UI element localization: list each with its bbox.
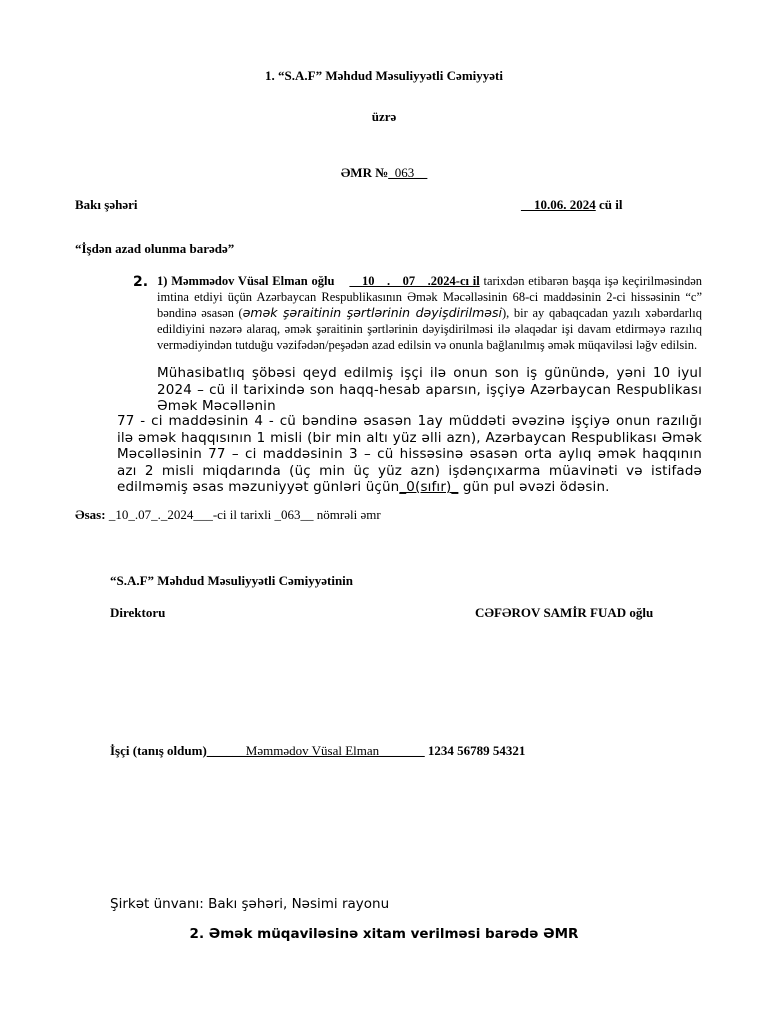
item-italic-text: əmək şəraitinin şərtlərinin dəyişdirilməsi	[242, 305, 502, 320]
compensation-end: gün pul əvəzi ödəsin.	[462, 479, 610, 495]
subject-line: “İşdən azad olunma barədə”	[75, 241, 235, 256]
employee-id-number: 1234 56789 54321	[424, 743, 526, 758]
order-number-line	[0, 165, 768, 181]
unused-days-value: _0(sıfır)_	[399, 479, 459, 495]
basis-value: _10_.07_._2024___-ci il tarixli _063__ nömrəli əmr	[105, 507, 381, 522]
employee-ack-line	[110, 743, 525, 759]
item-paragraph	[157, 273, 702, 353]
release-date-bold: __10__.__07__.2024-cı il	[349, 274, 480, 288]
company-title: 1. “S.A.F” Məhdud Məsuliyyətli Cəmiyyəti	[265, 68, 503, 83]
employee-ack-name: ______Məmmədov Vüsal Elman_______	[206, 743, 425, 758]
order-prefix: ƏMR №	[340, 165, 389, 180]
company-address: Şirkət ünvanı: Bakı şəhəri, Nəsimi rayonu	[110, 896, 390, 912]
signature-role: Direktoru	[110, 605, 166, 620]
director-name-main: CƏFƏROV SAMİR FUAD	[475, 605, 627, 620]
order-date-suffix: cü il	[595, 197, 623, 212]
director-name	[475, 605, 653, 621]
basis-label: Əsas:	[75, 507, 106, 522]
item-text-2: ), bir ay qabaqcadan yazılı xəbərdarlıq edildiyini nəzərə alaraq, əmək şəraitinin şərtlərinin dəyişdirilməsi ilə əlaqədar işi davam etdirməyə razılıq vermədiyindən tutduğu vəzifədən/peşədən azad edilsin və onunla bağlanılmış əmək müqaviləsi ləğv edilsin.	[157, 306, 702, 352]
item-marker: 2.	[133, 274, 149, 290]
accounting-paragraph: Mühasibatlıq şöbəsi qeyd edilmiş işçi ilə onun son iş günündə, yəni 10 iyul 2024 – cü il tarixində son haqq-hesab aparsın, işçiyə Azərbaycan Respublikası Əmək Məcəllənin	[157, 365, 702, 414]
order-number: _063__	[388, 165, 428, 180]
compensation-text: 77 - ci maddəsinin 4 - cü bəndinə əsasən 1ay müddəti əvəzinə işçiyə onun razılığı ilə əmək haqqısının 1 misli (bir min altı yüz əlli azn), Azərbaycan Respublikası Əmək Məcəlləsinin 77 – ci maddəsinin 3 – cü hissəsinə əsasən orta aylıq əmək haqqının azı 2 misli miqdarında (üç min üç yüz azn) işdənçıxarma müavinəti və istifadə edilməmiş əsas məzuniyyət günləri üçün	[117, 413, 702, 495]
order-date-day: __10	[521, 197, 547, 212]
item-text-1: tarixdən etibarən başqa işə keçirilməsindən imtina etdiyi üçün Azərbaycan Respublikasının Əmək Məcəlləsinin 68-ci maddəsinin 2-ci hissəsinin “c” bəndinə əsasən (	[157, 274, 702, 320]
order-date-rest: .06. 2024	[547, 197, 596, 212]
employee-ack-label: İşçi (tanış oldum)	[110, 743, 207, 758]
order-date	[521, 197, 622, 213]
signature-company: “S.A.F” Məhdud Məsuliyyətli Cəmiyyətinin	[110, 573, 354, 588]
compensation-paragraph	[117, 413, 702, 496]
section-2-title: 2. Əmək müqaviləsinə xitam verilməsi barədə ƏMR	[189, 926, 579, 942]
basis-line	[75, 507, 381, 523]
city-label: Bakı şəhəri	[75, 197, 138, 212]
uzre-label: üzrə	[371, 109, 397, 124]
director-name-suffix: oğlu	[626, 605, 654, 620]
employee-name-bold: 1) Məmmədov Vüsal Elman oğlu	[157, 274, 335, 288]
